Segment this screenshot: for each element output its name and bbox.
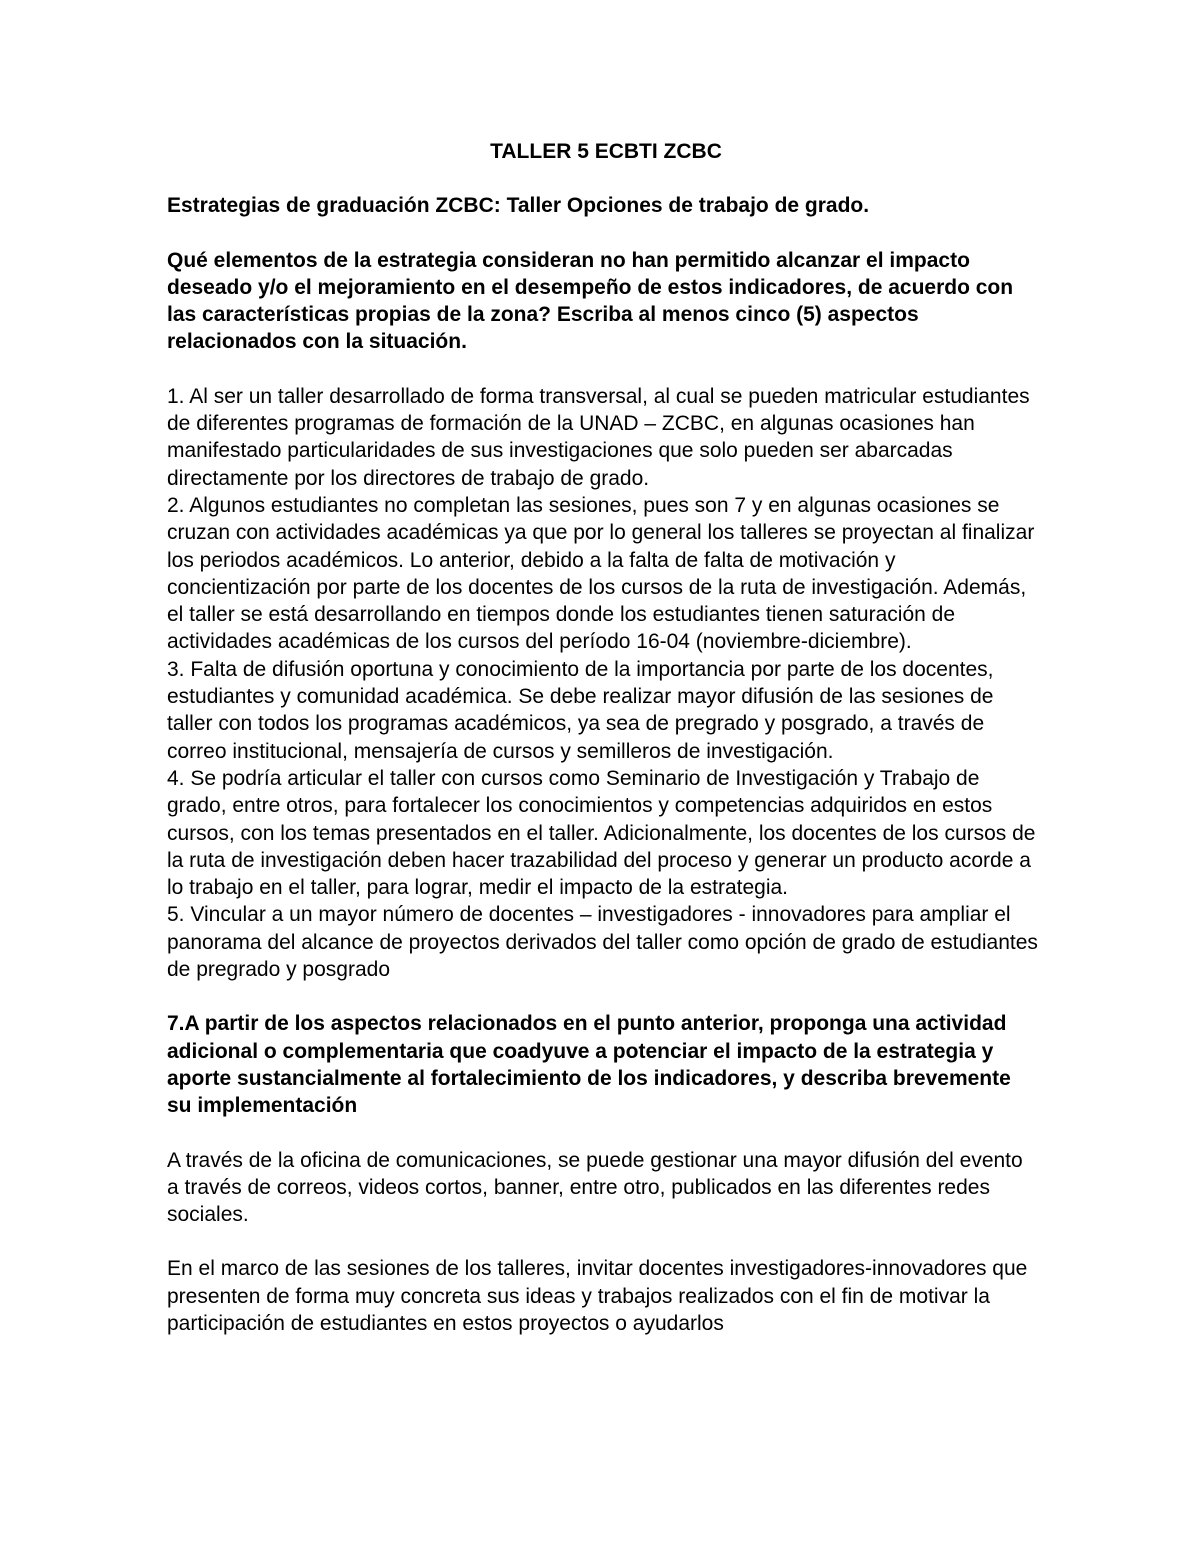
- document-subtitle: Estrategias de graduación ZCBC: Taller Opciones de trabajo de grado.: [167, 194, 870, 218]
- question-2: 7.A partir de los aspectos relacionados en el punto anterior, proponga una actividad adicional o complementaria que coadyuve a potenciar el impacto de la estrategia y aporte sustancialmente al fortalecimiento de los indicadores, y describa brevemente su implementación: [167, 1012, 1011, 1118]
- document-title: TALLER 5 ECBTI ZCBC: [490, 140, 722, 163]
- answer-item-5: 5. Vincular a un mayor número de docentes – investigadores - innovadores para ampliar el panorama del alcance de proyectos derivados del taller como opción de grado de estudiantes de pregrado y posgrado: [167, 903, 1038, 982]
- answer-2-paragraph-1: A través de la oficina de comunicaciones, se puede gestionar una mayor difusión del evento a través de correos, videos cortos, banner, entre otro, publicados en las diferentes redes sociales.: [167, 1148, 1023, 1227]
- answer-item-2: 2. Algunos estudiantes no completan las sesiones, pues son 7 y en algunas ocasiones se cruzan con actividades académicas ya que por lo general los talleres se proyectan al finalizar los periodos académicos. Lo anterior, debido a la falta de falta de motivación y concientización por parte de los docentes de los cursos de la ruta de investigación. Además, el taller se está desarrollando en tiempos donde los estudiantes tienen saturación de actividades académicas de los cursos del período 16-04 (noviembre-diciembre).: [167, 493, 1035, 654]
- document-body: [167, 138, 1039, 1364]
- answer-item-3: 3. Falta de difusión oportuna y conocimiento de la importancia por parte de los docentes, estudiantes y comunidad académica. Se debe realizar mayor difusión de las sesiones de taller con todos los programas académicos, ya sea de pregrado y posgrado, a través de correo institucional, mensajería de cursos y semilleros de investigación.: [167, 657, 994, 763]
- answer-item-1: 1. Al ser un taller desarrollado de forma transversal, al cual se pueden matricular estudiantes de diferentes programas de formación de la UNAD – ZCBC, en algunas ocasiones han manifestado particularidades de sus investigaciones que solo pueden ser abarcadas directamente por los directores de trabajo de grado.: [167, 384, 1030, 490]
- question-1: Qué elementos de la estrategia consideran no han permitido alcanzar el impacto deseado y/o el mejoramiento en el desempeño de estos indicadores, de acuerdo con las características propias de la zona? Escriba al menos cinco (5) aspectos relacionados con la situación.: [167, 248, 1014, 354]
- answer-item-4: 4. Se podría articular el taller con cursos como Seminario de Investigación y Trabajo de grado, entre otros, para fortalecer los conocimientos y competencias adquiridos en estos cursos, con los temas presentados en el taller. Adicionalmente, los docentes de los cursos de la ruta de investigación deben hacer trazabilidad del proceso y generar un producto acorde a lo trabajo en el taller, para lograr, medir el impacto de la estrategia.: [167, 766, 1036, 900]
- answer-list-1: [167, 383, 1039, 984]
- answer-2-paragraph-2: En el marco de las sesiones de los talleres, invitar docentes investigadores-innovadores que presenten de forma muy concreta sus ideas y trabajos realizados con el fin de motivar la participación de estudiantes en estos proyectos o ayudarlos: [167, 1257, 1028, 1335]
